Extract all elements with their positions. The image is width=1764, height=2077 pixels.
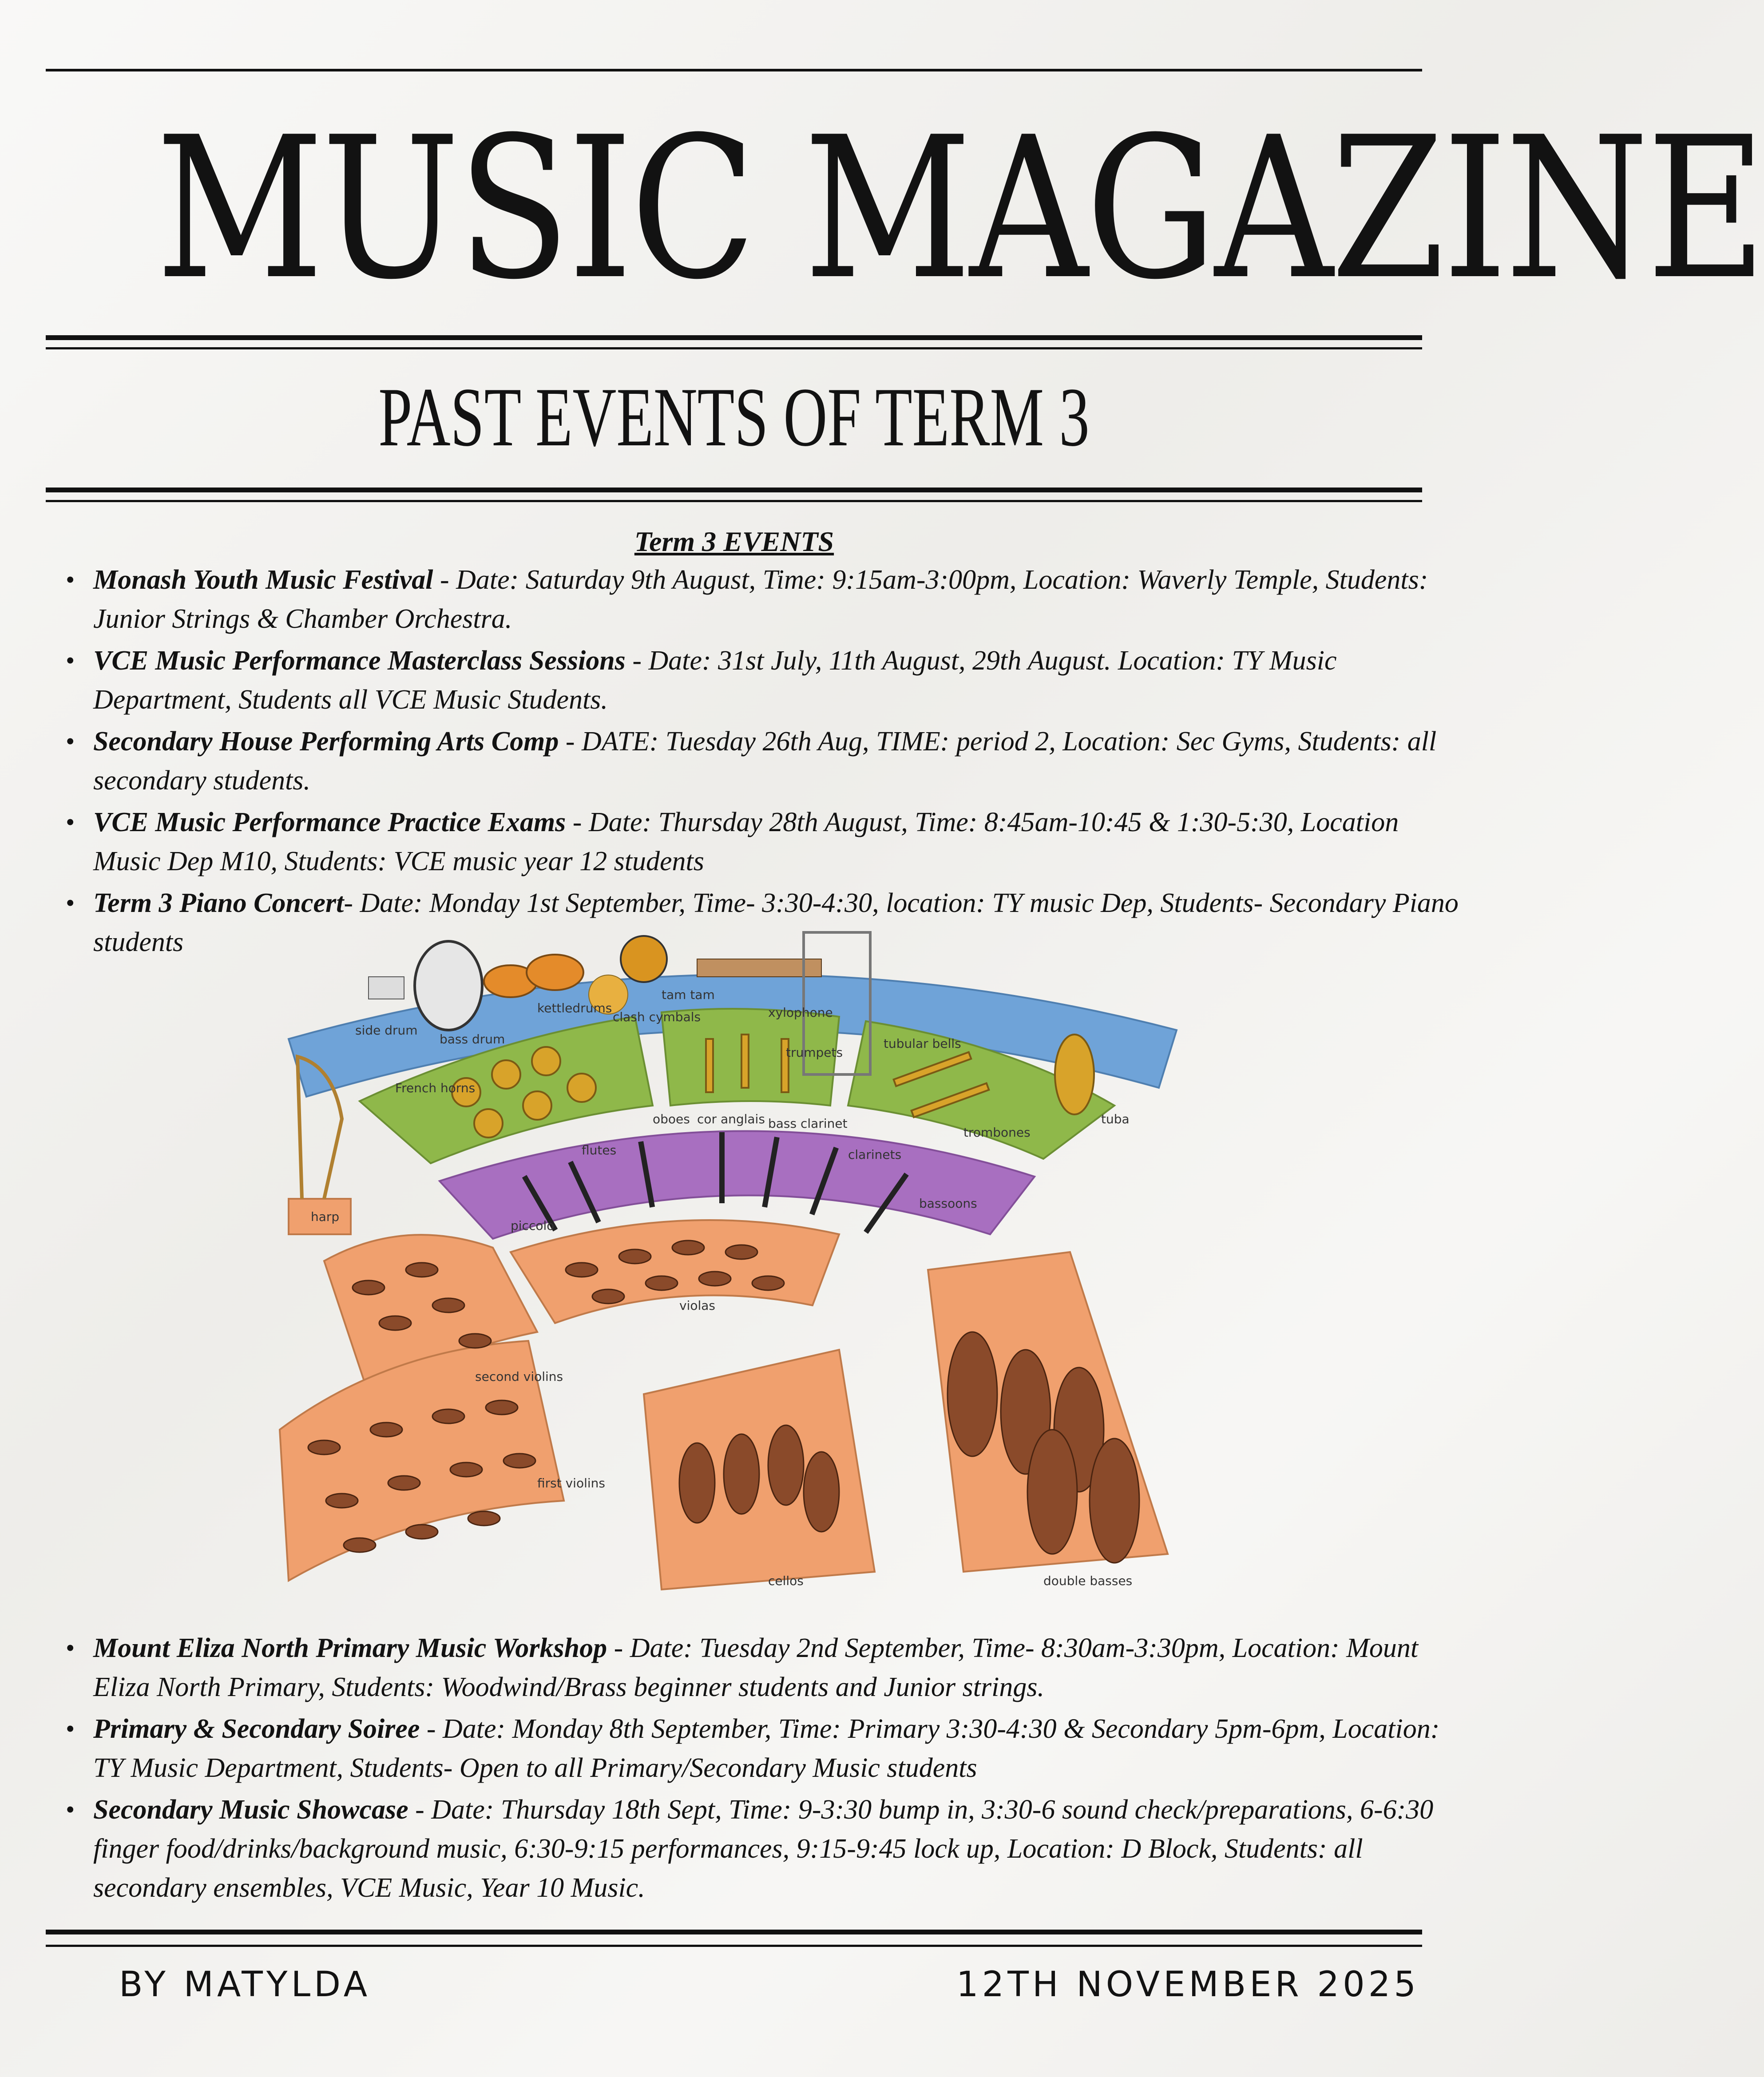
top-rule <box>46 69 1422 71</box>
magazine-title: MUSIC MAGAZINE <box>156 95 1764 322</box>
masthead-rule-thin <box>46 347 1422 349</box>
footer-rule-thin <box>46 1945 1422 1947</box>
events-heading: Term 3 EVENTS <box>634 526 834 557</box>
author-byline: BY MATYLDA <box>119 1965 371 2005</box>
label-side-drum: side drum <box>355 1023 418 1038</box>
label-violas: violas <box>679 1298 716 1313</box>
event-details: - Date: Tuesday 2nd September, Time- 8:30am-3:30pm, Location: Mount Eliza North Primary, Students: Woodwind/Brass beginner students and Junior strings. <box>93 1633 1419 1702</box>
footer-rule-thick <box>46 1930 1422 1934</box>
masthead-rule-thick <box>46 335 1422 340</box>
event-details: - Date: Monday 8th September, Time: Primary 3:30-4:30 & Secondary 5pm-6pm, Location: TY Music Department, Students- Open to all Primary/Secondary Music students <box>93 1714 1440 1783</box>
label-trumpets: trumpets <box>786 1045 843 1060</box>
label-flutes: flutes <box>582 1143 617 1157</box>
label-trombones: trombones <box>963 1125 1031 1140</box>
label-harp: harp <box>311 1209 340 1224</box>
orchestra-seating-illustration <box>271 932 1217 1616</box>
label-clash-cymbals: clash cymbals <box>613 1010 701 1024</box>
label-bassoons: bassoons <box>919 1196 977 1211</box>
label-tubular-bells: tubular bells <box>884 1036 961 1051</box>
issue-date: 12TH NOVEMBER 2025 <box>956 1965 1419 2005</box>
event-name: VCE Music Performance Practice Exams <box>93 807 566 837</box>
event-item <box>93 722 1465 800</box>
label-bass-clarinet: bass clarinet <box>768 1116 848 1131</box>
event-details: - DATE: Tuesday 26th Aug, TIME: period 2, Location: Sec Gyms, Students: all secondary students. <box>93 726 1437 796</box>
event-name: Mount Eliza North Primary Music Workshop <box>93 1633 607 1663</box>
event-item <box>93 641 1465 719</box>
label-tam-tam: tam tam <box>662 987 715 1002</box>
label-xylophone: xylophone <box>768 1005 833 1020</box>
event-name: Secondary House Performing Arts Comp <box>93 726 559 757</box>
event-details: - Date: Saturday 9th August, Time: 9:15am-3:00pm, Location: Waverly Temple, Students: Junior Strings & Chamber Orchestra. <box>93 565 1428 634</box>
label-cor-anglais: cor anglais <box>697 1112 765 1126</box>
viola-section <box>511 1220 839 1323</box>
event-item <box>93 1709 1465 1788</box>
label-bass-drum: bass drum <box>440 1032 505 1046</box>
label-second-violins: second violins <box>475 1369 563 1384</box>
label-clarinets: clarinets <box>848 1147 902 1162</box>
event-details: - Date: Thursday 28th August, Time: 8:45am-10:45 & 1:30-5:30, Location Music Dep M10, Students: VCE music year 12 students <box>93 807 1399 876</box>
subtitle-rule-thick <box>46 488 1422 492</box>
subtitle-rule-thin <box>46 500 1422 502</box>
event-name: Primary & Secondary Soiree <box>93 1714 420 1744</box>
label-kettledrums: kettledrums <box>537 1001 612 1015</box>
label-piccolo: piccolo <box>511 1218 555 1233</box>
event-item <box>93 1629 1465 1707</box>
event-name: Monash Youth Music Festival <box>93 565 433 595</box>
label-first-violins: first violins <box>537 1476 605 1490</box>
event-details: - Date: Thursday 18th Sept, Time: 9-3:30 bump in, 3:30-6 sound check/preparations, 6-6:30 finger food/drinks/background music, 6:30-9:15 performances, 9:15-9:45 lock up, Location: D Block, Students: all secondary ensembles, VCE Music, Year 10 Music. <box>93 1795 1434 1903</box>
event-item <box>93 803 1465 881</box>
label-double-basses: double basses <box>1043 1574 1133 1588</box>
events-list-continued <box>49 1629 1465 1910</box>
event-name: Term 3 Piano Concert <box>93 888 344 918</box>
section-title: PAST EVENTS OF TERM 3 <box>378 371 1090 464</box>
label-french-horns: French horns <box>395 1081 476 1095</box>
events-list <box>49 560 1465 964</box>
label-cellos: cellos <box>768 1574 804 1588</box>
event-name: VCE Music Performance Masterclass Sessions <box>93 646 626 676</box>
label-tuba: tuba <box>1101 1112 1130 1126</box>
event-details: - Date: Monday 1st September, Time- 3:30-4:30, location: TY music Dep, Students- Secondary Piano students <box>93 888 1459 957</box>
event-item <box>93 1790 1465 1907</box>
event-details: - Date: 31st July, 11th August, 29th August. Location: TY Music Department, Students all VCE Music Students. <box>93 646 1337 715</box>
label-oboes: oboes <box>653 1112 690 1126</box>
event-item <box>93 560 1465 638</box>
event-name: Secondary Music Showcase <box>93 1795 408 1825</box>
